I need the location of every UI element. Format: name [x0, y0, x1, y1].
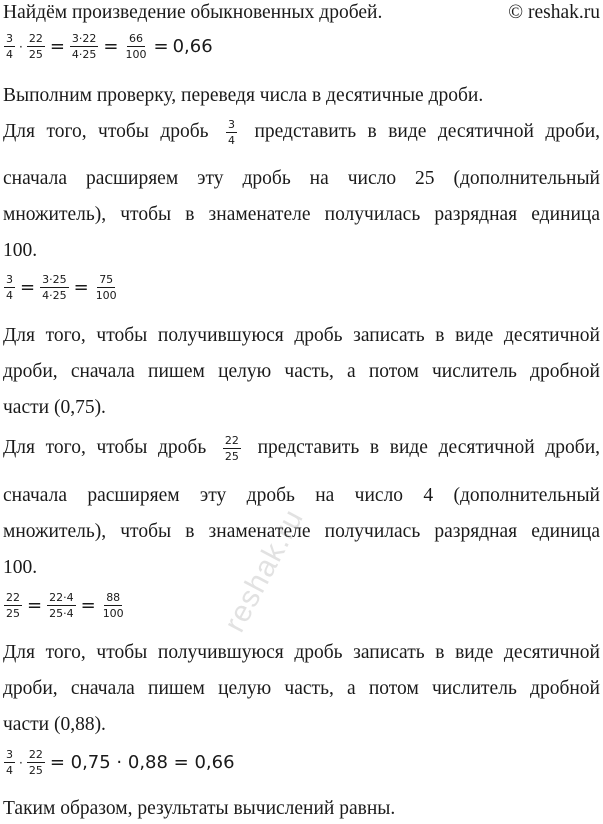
- equals-sign: =: [73, 277, 89, 298]
- fraction: $\frac{75}{100}$: [95, 273, 117, 302]
- fraction: $\frac{22}{25}$: [28, 32, 43, 61]
- fraction: $\frac{3}{4}$: [228, 118, 236, 148]
- paragraph-line: дроби, сначала пишем целую часть, а потом числитель дробной: [3, 361, 600, 382]
- equals-sign: =: [153, 36, 169, 57]
- fraction: $\frac{3}{4}$: [6, 748, 13, 777]
- paragraph-line: 100.: [3, 240, 38, 261]
- fraction: $\frac{88}{100}$: [102, 591, 124, 620]
- fraction: $\frac{3\cdot 25}{4\cdot 25}$: [42, 273, 67, 302]
- paragraph-write-decimal: Для того, чтобы получившуюся дробь записать в виде десятичной: [3, 325, 600, 346]
- equation-decimal-product: [3, 748, 235, 777]
- fraction: $\frac{22}{25}$: [28, 748, 43, 777]
- conclusion: Таким образом, результаты вычислений равны.: [3, 798, 396, 819]
- equation-product: [3, 32, 213, 61]
- equals-sign: =: [27, 595, 43, 616]
- equals-sign: =: [103, 36, 119, 57]
- result-value: 0,66: [172, 36, 213, 57]
- document-title: Найдём произведение обыкновенных дробей.: [3, 2, 383, 23]
- paragraph-line: множитель), чтобы в знаменателе получилась разрядная единица: [3, 204, 600, 225]
- paragraph-line: части (0,88).: [3, 714, 106, 735]
- fraction: $\frac{22}{25}$: [224, 434, 239, 464]
- multiply-sign: ·: [19, 755, 23, 770]
- decimal-result: = 0,75 · 0,88 = 0,66: [49, 752, 235, 773]
- paragraph-check: Выполним проверку, переведя числа в десятичные дроби.: [3, 85, 484, 106]
- paragraph-line: множитель), чтобы в знаменателе получилась разрядная единица: [3, 521, 600, 542]
- paragraph-line: 100.: [3, 557, 38, 578]
- fraction: $\frac{3}{4}$: [6, 32, 13, 61]
- paragraph-line: части (0,75).: [3, 397, 106, 418]
- paragraph-line: дроби, сначала пишем целую часть, а потом числитель дробной: [3, 678, 600, 699]
- paragraph-line: сначала расширяем эту дробь на число 4 (дополнительный: [3, 485, 600, 506]
- equation-expand-second: [3, 591, 127, 620]
- fraction: $\frac{3\cdot 22}{4\cdot 25}$: [71, 32, 97, 61]
- paragraph-convert-first: Для того, чтобы дробь $\frac{3}{4}$ представить в виде десятичной дроби,: [3, 118, 601, 148]
- fraction: $\frac{3}{4}$: [6, 273, 13, 302]
- multiply-sign: ·: [19, 39, 23, 54]
- paragraph-line: сначала расширяем эту дробь на число 25 (дополнительный: [3, 168, 600, 189]
- fraction: $\frac{22}{25}$: [6, 591, 20, 620]
- watermark: reshak.ru: [218, 503, 311, 638]
- fraction: $\frac{66}{100}$: [125, 32, 147, 61]
- paragraph-write-decimal-second: Для того, чтобы получившуюся дробь записать в виде десятичной: [3, 642, 600, 663]
- equation-expand-first: [3, 273, 120, 302]
- header: [3, 1, 600, 25]
- equals-sign: =: [20, 277, 36, 298]
- paragraph-convert-second: Для того, чтобы дробь $\frac{22}{25}$ представить в виде десятичной дроби,: [3, 434, 601, 464]
- site-copyright[interactable]: © reshak.ru: [508, 2, 600, 23]
- equals-sign: =: [49, 36, 65, 57]
- fraction: $\frac{22\cdot 4}{25\cdot 4}$: [49, 591, 74, 620]
- equals-sign: =: [80, 595, 96, 616]
